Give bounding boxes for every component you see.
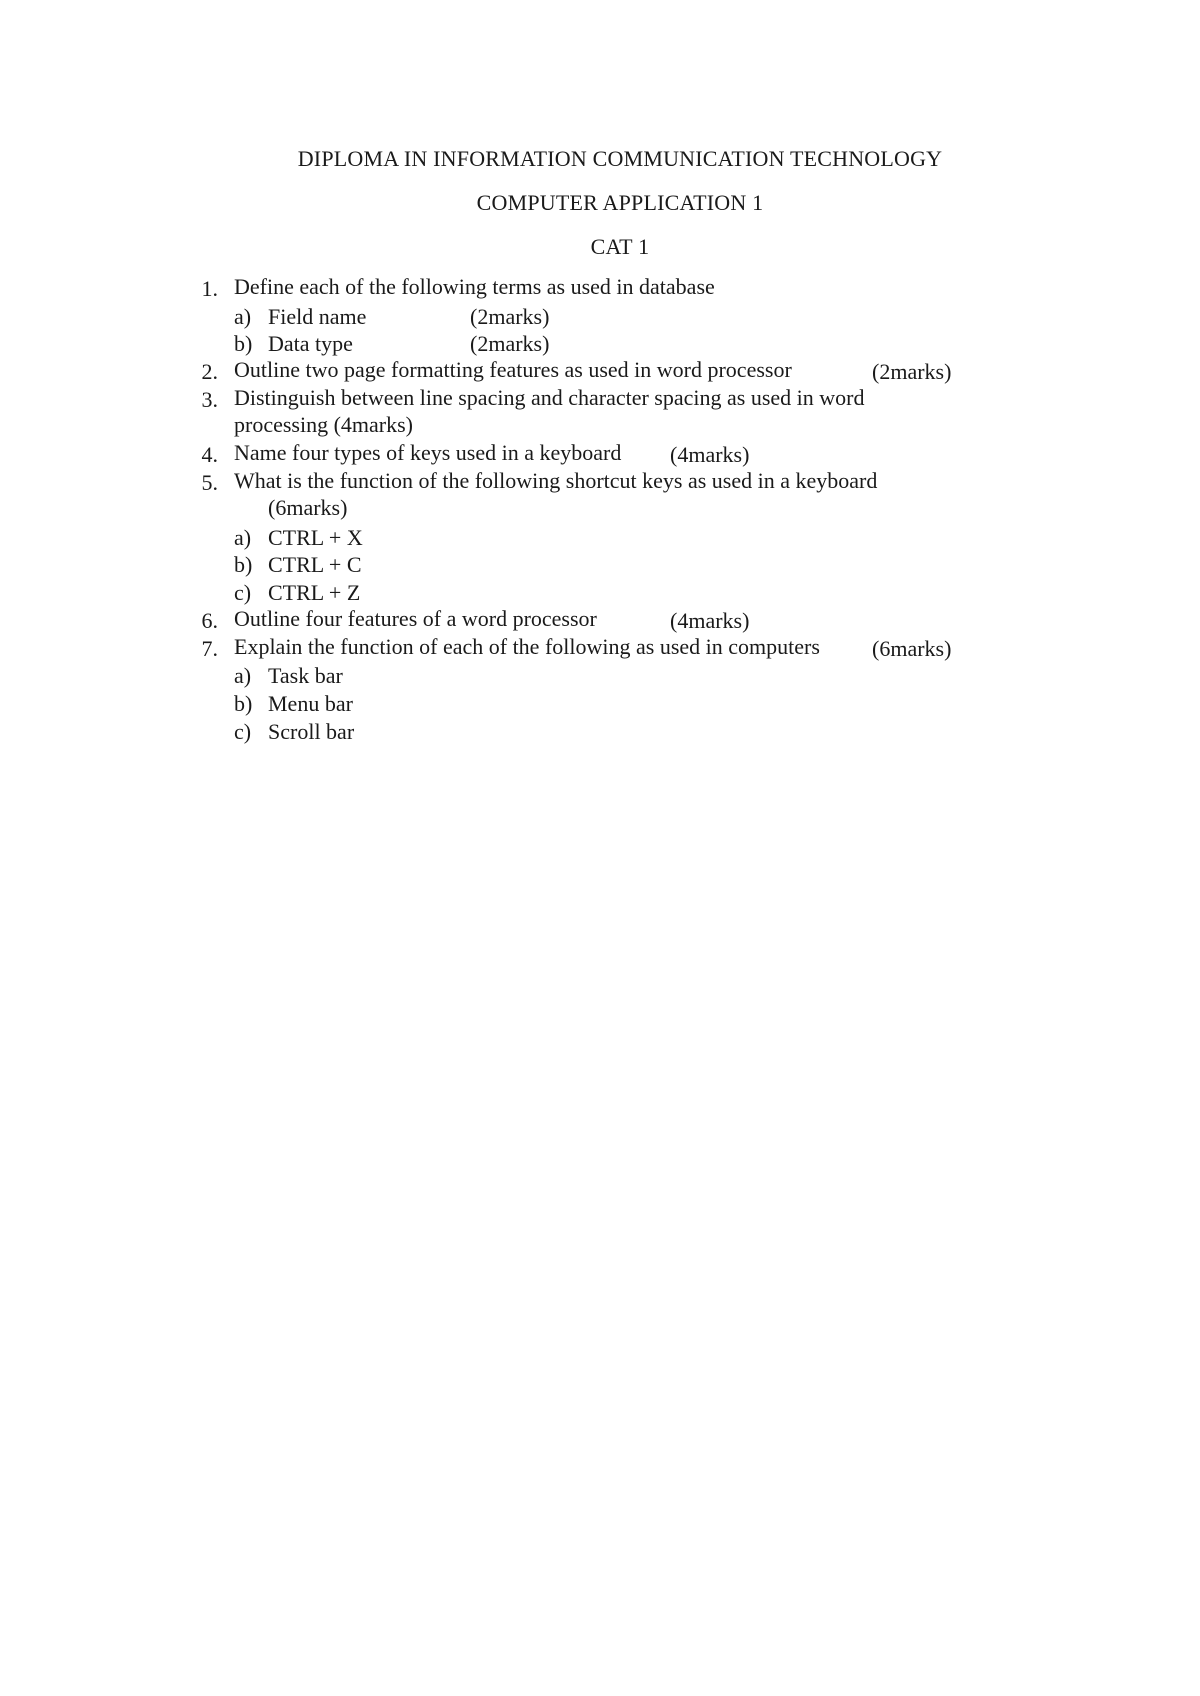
exam-title: CAT 1 [590,234,650,259]
marks-label: (4marks) [670,442,750,467]
question-text: Define each of the following terms as used in database [234,274,715,299]
marks-label: (4marks) [670,608,750,633]
sub-item-label: c) [234,580,252,605]
question-text: Name four types of keys used in a keyboard [234,440,622,465]
sub-item-label: b) [234,691,253,716]
sub-item-label: b) [234,552,253,577]
question-text-continued: processing (4marks) [234,412,414,437]
sub-item-text: Task bar [268,663,343,688]
question-text: Distinguish between line spacing and character spacing as used in word [234,385,865,410]
sub-item-label: b) [234,331,253,356]
question-text: Outline four features of a word processor [234,606,597,631]
question-number: 1. [201,276,218,301]
sub-item-text: CTRL + C [268,552,362,577]
question-number: 7. [201,636,218,661]
sub-item-text: CTRL + Z [268,580,361,605]
marks-label: (2marks) [470,331,550,356]
question-number: 6. [201,608,218,633]
question-text: Outline two page formatting features as used in word processor [234,357,792,382]
marks-label: (6marks) [872,636,952,661]
sub-item-label: a) [234,525,252,550]
question-number: 2. [201,359,218,384]
question-text: What is the function of the following shortcut keys as used in a keyboard [234,468,878,493]
sub-item-label: a) [234,663,252,688]
sub-item-text: Menu bar [268,691,353,716]
document-title: DIPLOMA IN INFORMATION COMMUNICATION TECHNOLOGY [297,146,943,171]
marks-label: (2marks) [470,304,550,329]
sub-item-text: CTRL + X [268,525,363,550]
question-text-continued: (6marks) [268,495,348,520]
sub-item-text: Scroll bar [268,719,355,744]
marks-label: (2marks) [872,359,952,384]
question-text: Explain the function of each of the following as used in computers [234,634,820,659]
sub-item-text: Data type [268,331,353,356]
question-number: 5. [201,470,218,495]
sub-item-label: c) [234,719,252,744]
sub-item-text: Field name [268,304,367,329]
question-number: 4. [201,442,218,467]
subject-title: COMPUTER APPLICATION 1 [476,190,764,215]
sub-item-label: a) [234,304,252,329]
question-number: 3. [201,387,218,412]
